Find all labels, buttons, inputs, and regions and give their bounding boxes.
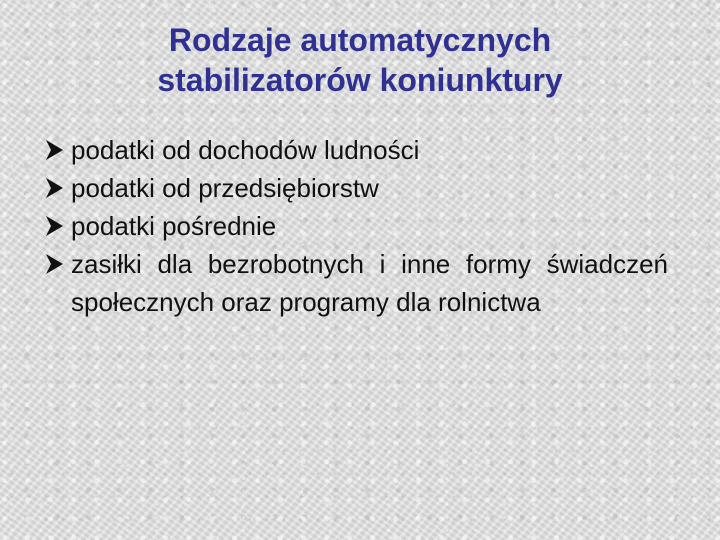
- bullet-item: [44, 131, 668, 169]
- slide-title-line-1: Rodzaje automatycznych: [168, 22, 552, 58]
- slide-title-line-2: stabilizatorów koniunktury: [157, 62, 563, 98]
- arrowhead-bullet-icon: [44, 169, 68, 207]
- bullet-text: podatki od przedsiębiorstw: [71, 173, 379, 203]
- arrowhead-bullet-icon: [44, 245, 68, 283]
- arrowhead-bullet-icon: [44, 131, 68, 169]
- arrowhead-bullet-icon: [44, 207, 68, 245]
- slide-title: [60, 20, 660, 100]
- bullet-item: [44, 169, 668, 207]
- bullet-text: zasiłki dla bezrobotnych i inne formy świadczeń społecznych oraz programy dla rolnictwa: [71, 249, 668, 317]
- bullet-item: [44, 207, 668, 245]
- bullet-item: [44, 245, 668, 321]
- bullet-list: [44, 131, 668, 321]
- bullet-text: podatki od dochodów ludności: [71, 135, 420, 165]
- bullet-text: podatki pośrednie: [71, 211, 277, 241]
